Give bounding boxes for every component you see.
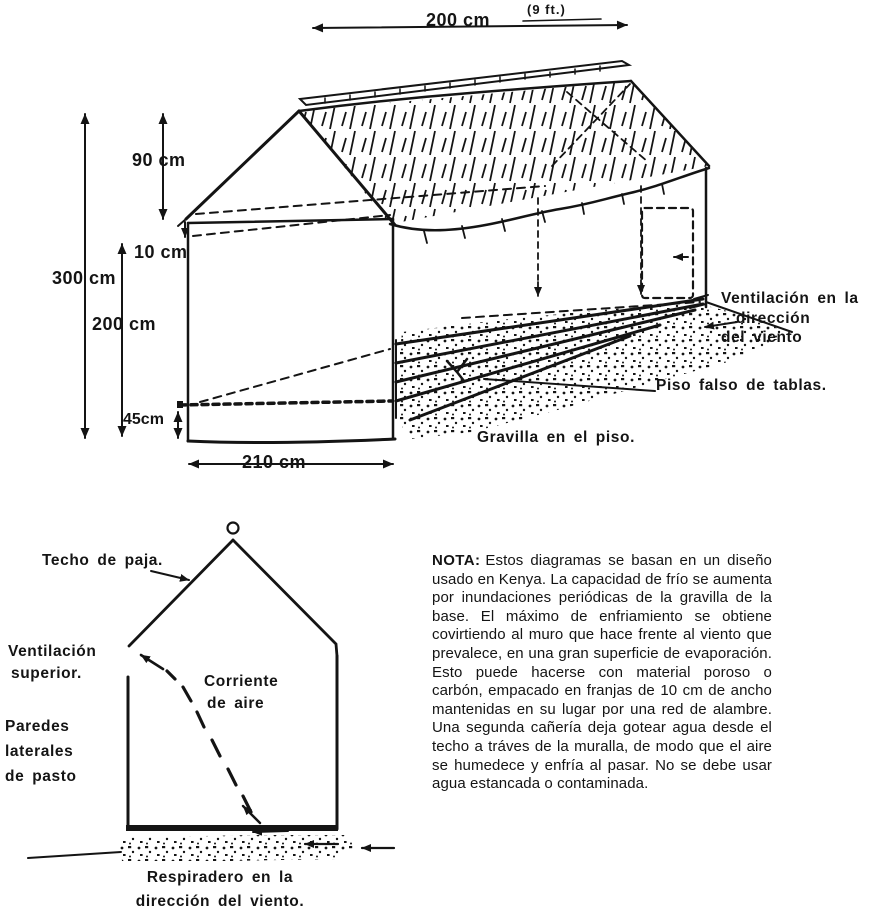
hidden-floor-back-edge [200, 349, 390, 402]
label-wind-ventilation-line2: dirección [736, 309, 811, 327]
section-roof-right [233, 540, 337, 656]
label-upper-vent [8, 641, 96, 685]
label-vent-caption [100, 866, 340, 914]
front-wall-bottom [188, 439, 395, 442]
note-body: Estos diagramas se basan en un diseño usado en Kenya. La capacidad de frío se aumenta por inundaciones periódicas de la gravilla de la base. El máximo de enfriamiento se obtiene covirtiendo al muro que hace frente al viento que prevalece, en una gran superficie de evaporación. Esto puede hacerse con material poroso o carbón, empacado en franjas de 10 cm de ancho mantenidas en su lugar por una red de alambre. Una segunda cañería deja gotear agua desde el techo a tráves de la muralla, de modo que el aire se humedece y enfría al pasar. No se debe usar agua estancada o contaminada. [432, 552, 772, 793]
dim-label-roof-height: 90 cm [132, 150, 186, 170]
door-dashed-outline [642, 208, 693, 298]
label-air-current-line1: Corriente [204, 673, 279, 690]
label-false-floor: Piso falso de tablas. [656, 377, 827, 394]
thatch-label-leader [151, 571, 189, 580]
airflow-entry-arrow [243, 806, 260, 823]
label-air-current-line2: de aire [207, 695, 265, 712]
dim-label-total-height: 300 cm [52, 268, 117, 288]
gravel-leader-left [28, 852, 121, 858]
storage-structure-drawing [85, 19, 792, 464]
airflow-floor-arrow [253, 831, 288, 832]
note-paragraph [432, 552, 772, 794]
dim-label-vent-gap: 10 cm [134, 242, 188, 262]
label-thatch-roof: Techo de paja. [42, 552, 163, 569]
label-air-current [204, 671, 278, 715]
label-wind-ventilation-line1: Ventilación en la [721, 290, 859, 307]
dim-label-top-width-note: (9 ft.) [527, 2, 566, 17]
door-opening [642, 208, 693, 298]
dim-label-wall-height: 200 cm [92, 314, 157, 334]
front-wall-top [188, 219, 393, 223]
label-wind-ventilation [721, 289, 859, 348]
label-upper-vent-line1: Ventilación [8, 643, 97, 660]
gable-left-edge [186, 111, 299, 219]
label-vent-caption-line1: Respiradero en la [146, 869, 294, 886]
floor-level-end-mark [177, 401, 183, 408]
label-side-walls-line3: de pasto [5, 768, 77, 785]
roof-apex-vent-circle [228, 523, 239, 534]
thatched-roof [178, 81, 709, 243]
label-gravel-floor: Gravilla en el piso. [477, 429, 635, 446]
air-current-arrowhead [141, 655, 163, 669]
label-upper-vent-line2: superior. [11, 665, 82, 682]
dim-label-top-width: 200 cm [426, 10, 491, 30]
label-side-walls-line1: Paredes [5, 718, 70, 735]
dim-label-floor-height: 45cm [123, 411, 164, 428]
label-wind-ventilation-line3: del viento [721, 329, 803, 346]
dim-label-front-width: 210 cm [242, 452, 307, 472]
label-side-walls [5, 714, 77, 789]
dim-underline-9ft [523, 19, 601, 21]
section-gravel-strip [118, 835, 356, 861]
label-side-walls-line2: laterales [5, 743, 74, 760]
section-floor-band [126, 825, 338, 831]
note-heading: NOTA: [432, 552, 481, 569]
floor-level-dashed [180, 401, 392, 405]
label-vent-caption-line2: dirección del viento. [135, 893, 305, 910]
hidden-back-eave-lower [193, 215, 390, 236]
